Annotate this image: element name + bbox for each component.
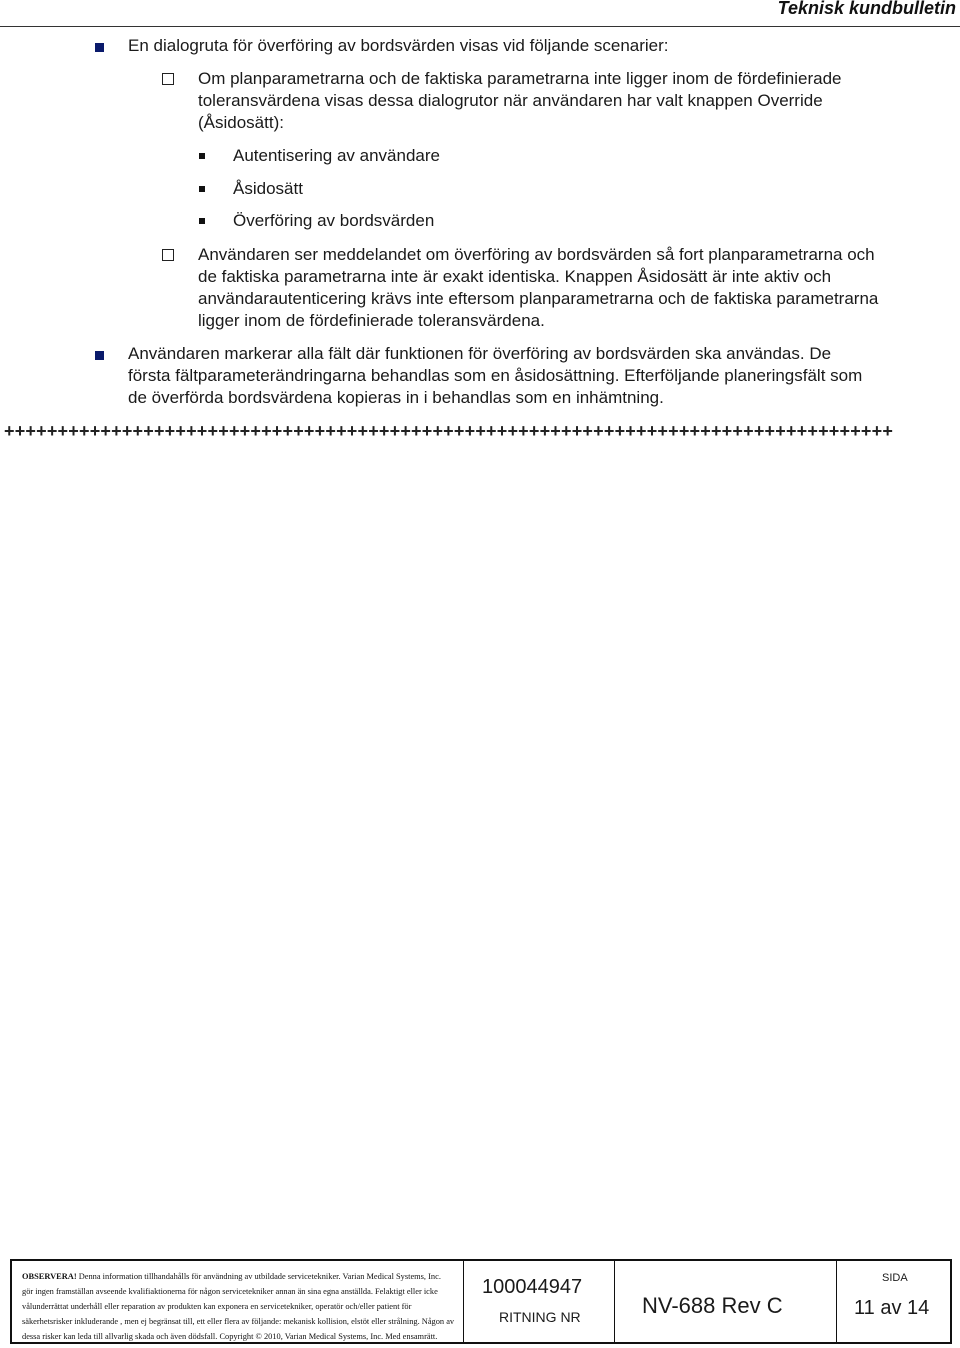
footer-notice: [12, 1261, 464, 1342]
marking-line-2: första fältparameterändringarna behandlas som en åsidosättning. Efterföljande planeringsfält som: [128, 366, 863, 385]
drawing-number-label: RITNING NR: [499, 1309, 581, 1325]
scenario1-item-2: Åsidosätt: [233, 179, 303, 198]
notice-line-2: gör ingen framställan avseende kvalifiaktionerna för någon servicetekniker annan än sina egna anställda. Felaktigt eller icke: [22, 1287, 438, 1296]
scenario1-line-2: toleransvärdena visas dessa dialogrutor när användaren har valt knappen Override: [198, 91, 823, 110]
document-footer: [10, 1259, 952, 1344]
scenario1-item-1: Autentisering av användare: [233, 146, 440, 165]
scenario1-line-3: (Åsidosätt):: [198, 113, 284, 132]
drawing-number: 100044947: [482, 1276, 583, 1298]
page-label: SIDA: [882, 1272, 908, 1284]
small-square-bullet-icon: [199, 218, 205, 224]
small-square-bullet-icon: [199, 153, 205, 159]
marking-line-1: Användaren markerar alla fält där funktionen för överföring av bordsvärden ska användas. De: [128, 344, 832, 363]
marking-line-3: de överförda bordsvärdena kopieras in i behandlas som en inhämtning.: [128, 388, 664, 407]
checkbox-bullet-icon: [162, 73, 174, 85]
checkbox-bullet-icon: [162, 249, 174, 261]
notice-line-5: dessa risker kan leda till allvarlig skada och även dödsfall. Copyright © 2010, Varian Medical Systems, Inc. Med ensamrätt.: [22, 1332, 438, 1341]
notice-line-3: vålunderrättat underhåll eller reparation av produkten kan exponera en servicetekniker, operatör och/eller patient för: [22, 1302, 412, 1311]
notice-label: OBSERVERA!: [22, 1272, 77, 1281]
small-square-bullet-icon: [199, 186, 205, 192]
square-bullet-icon: [95, 43, 104, 52]
notice-line-1: [22, 1269, 457, 1284]
revision-text: NV-688 Rev C: [642, 1293, 783, 1318]
notice-line-4: säkerhetsrisker inkluderande , men ej begränsat till, ett eller flera av följande: mekanisk kollision, elstöt eller strålning. Någon av: [22, 1317, 455, 1326]
scenario2-line-3: användarautenticering krävs inte eftersom planparametrarna och de faktiska parametrarna: [198, 289, 879, 308]
footer-page-cell: [836, 1261, 950, 1342]
page-number: 11 av 14: [854, 1297, 930, 1319]
intro-text: En dialogruta för överföring av bordsvärden visas vid följande scenarier:: [128, 36, 669, 55]
footer-drawing-number-cell: [464, 1261, 615, 1342]
scenario2-line-4: ligger inom de fördefinierade toleransvärdena.: [198, 311, 545, 330]
plus-separator: +++++++++++++++++++++++++++++++++++++++++++++++++++++++++++++++++++++++++++++++++++: [4, 421, 894, 441]
notice-text: Denna information tillhandahålls för användning av utbildade servicetekniker. Varian Medical Systems, Inc.: [76, 1272, 441, 1281]
header-divider: [0, 26, 960, 27]
square-bullet-icon: [95, 351, 104, 360]
scenario2-line-2: de faktiska parametrarna inte är exakt identiska. Knappen Åsidosätt är inte aktiv och: [198, 267, 832, 286]
scenario1-item-3: Överföring av bordsvärden: [233, 211, 435, 230]
scenario1-line-1: Om planparametrarna och de faktiska parametrarna inte ligger inom de fördefinierade: [198, 69, 842, 88]
footer-revision-cell: [614, 1261, 837, 1342]
scenario2-line-1: Användaren ser meddelandet om överföring av bordsvärden så fort planparametrarna och: [198, 245, 875, 264]
document-header-title: Teknisk kundbulletin: [777, 0, 956, 18]
